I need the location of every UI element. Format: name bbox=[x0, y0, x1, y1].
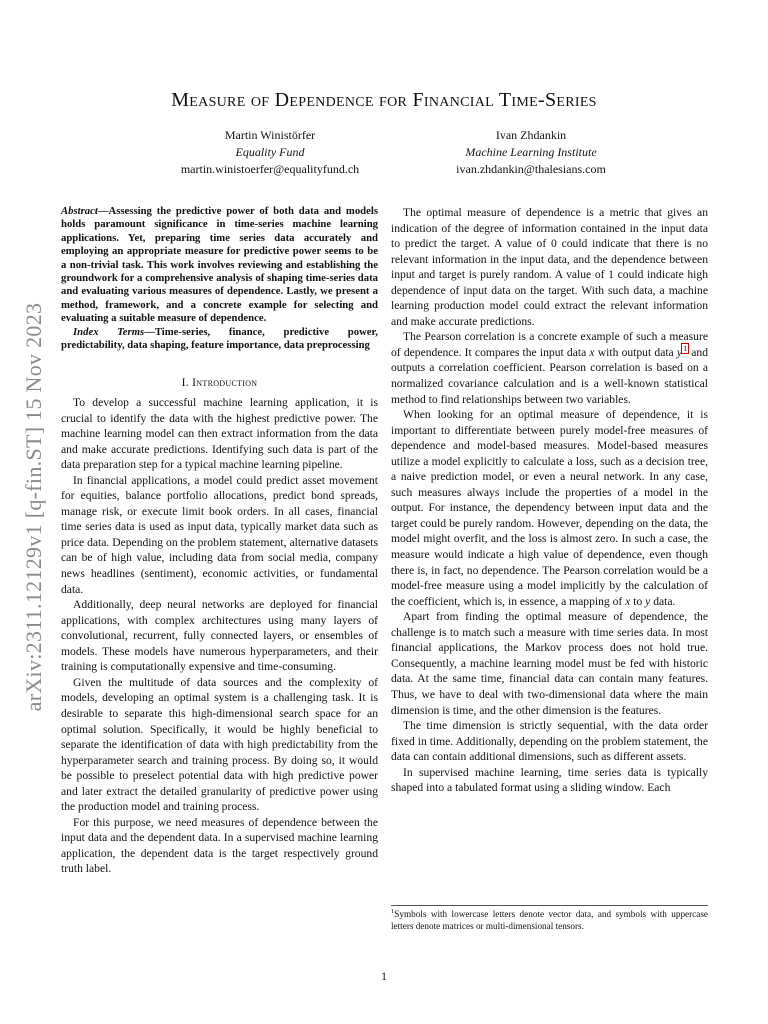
abstract-label: Abstract bbox=[61, 205, 98, 217]
body-paragraph: The time dimension is strictly sequential, with the data order fixed in time. Additionally, depending on the problem statement, the data can contain additional dimensions, such as different assets. bbox=[391, 719, 708, 764]
author-affiliation: Machine Learning Institute bbox=[465, 145, 597, 159]
text-run: data. bbox=[650, 594, 676, 608]
body-paragraph: Apart from finding the optimal measure of dependence, the challenge is to match such a measure with time series data. In most financial applications, the Markov process does not hold true. Consequently, a machine learning model must be fed with historic data. At the same time, financial data can contain many features. Thus, we have to deal with two-dimensional data where the main dimension is time, and the other dimension is the features. bbox=[391, 610, 708, 717]
body-paragraph bbox=[391, 329, 708, 407]
author-block-2 bbox=[381, 127, 681, 178]
index-terms-label: Index Terms bbox=[73, 325, 145, 338]
math-symbol-y: y bbox=[645, 594, 651, 608]
body-paragraph: Additionally, deep neural networks are deployed for financial applications, with complex architectures using many layers of convolutional, recurrent, fully connected layers, or ensembles of models. These models have numerous hyperparameters, and their training is computationally expensive and time-consuming. bbox=[61, 598, 378, 674]
footnote-reference-link[interactable]: 1 bbox=[683, 344, 688, 354]
footnote-text: Symbols with lowercase letters denote vector data, and symbols with uppercase letters denote matrices or multi-dimensional tensors. bbox=[391, 909, 708, 931]
right-column bbox=[391, 205, 708, 796]
author-affiliation: Equality Fund bbox=[235, 145, 305, 159]
body-paragraph: Given the multitude of data sources and the complexity of models, developing an optimal system is a challenging task. It is desirable to separate this high-dimensional search space for an optimal solution. Specifically, it would be highly beneficial to separate the identification of data with high predictability from the hyperparameter search and training process. By doing so, it would be possible to preselect potential data with high predictive power and later extract the detailed granularity of predictive power using the production model and training process. bbox=[61, 675, 378, 814]
body-paragraph: In supervised machine learning, time series data is typically shaped into a tabulated format using a sliding window. Each bbox=[391, 765, 708, 795]
text-run: and outputs a correlation coefficient. Pearson correlation is based on a normalized covariance calculation and is a well-known statistical method to find relationships between two variables. bbox=[391, 345, 708, 406]
arxiv-identifier-text: arXiv:2311.12129v1 [q-fin.ST] 15 Nov 2023 bbox=[21, 302, 46, 712]
text-run: The Pearson correlation is a concrete example of such a measure of dependence. It compares the input data bbox=[391, 330, 708, 359]
section-heading-introduction: I. Introduction bbox=[181, 376, 258, 390]
index-terms-text: —Time-series, finance, predictive power, predictability, data shaping, feature importance, data preprocessing bbox=[61, 325, 378, 352]
author-name: Ivan Zhdankin bbox=[495, 128, 567, 142]
math-symbol-x: x bbox=[625, 594, 631, 608]
abstract bbox=[61, 205, 378, 326]
footnote-mark: 1 bbox=[391, 907, 395, 915]
footnote bbox=[391, 905, 708, 932]
text-run: When looking for an optimal measure of dependence, it is important to differentiate between purely model-free measures of dependence and model-based measures. Model-based measures utilize a model explicitly to calculate a loss, such as a decision tree, a naive prediction model, or even a neural network. In any case, such measures always include the properties of a model in the output. For instance, the dependency between input data and the target could be purely random. However, depending on the data, the model might overfit, and the loss is almost zero. In such a case, the measure would indicate a high value of dependence, even though there is, in fact, no dependence. The Pearson correlation would be a model-free measure using a model implicitly by the calculation of the coefficient, which is, in essence, a mapping of bbox=[391, 408, 708, 608]
body-paragraph: To develop a successful machine learning application, it is crucial to identify the data with the highest predictive power. The machine learning model can then extract information from the data and make accurate predictions. Identifying such data is part of the data preparation step for a typical machine learning pipeline. bbox=[61, 396, 378, 472]
arxiv-identifier-stamp bbox=[22, 262, 46, 752]
math-symbol-x: x bbox=[589, 345, 595, 359]
body-paragraph bbox=[391, 407, 708, 609]
author-block-1 bbox=[120, 127, 420, 178]
author-email: martin.winistoerfer@equalityfund.ch bbox=[180, 162, 360, 176]
paper-title: Measure of Dependence for Financial Time-Series bbox=[171, 89, 597, 111]
body-paragraph: For this purpose, we need measures of dependence between the input data and the dependent data. In a supervised machine learning application, the dependent data is the target respectively ground truth label. bbox=[61, 815, 378, 876]
abstract-text: —Assessing the predictive power of both data and models holds paramount significance in time-series machine learning applications. Yet, preparing time series data accurately and employing an appropriate measure for predictive power seems to be a non-trivial task. This work involves reviewing and establishing the groundwork for a comprehensive analysis of shaping time-series data and evaluating various measures of dependence. Lastly, we present a method, framework, and a concrete example for selecting and evaluating a suitable measure of dependence. bbox=[61, 205, 378, 325]
index-terms bbox=[61, 326, 378, 353]
body-paragraph: In financial applications, a model could predict asset movement for equities, balance portfolio allocations, predict bond spreads, manage risk, or execute limit book orders. In all cases, financial time series data is used as input data, typically market data such as price data. Depending on the problem statement, alternative datasets can be of high value, including data from social media, company news headlines (sentiment), economic activities, or fundamental data. bbox=[61, 473, 378, 596]
left-column bbox=[61, 205, 378, 877]
author-email: ivan.zhdankin@thalesians.com bbox=[456, 162, 606, 176]
text-run: to bbox=[630, 594, 646, 608]
text-run: with output data bbox=[594, 345, 677, 359]
page-number: 1 bbox=[381, 970, 387, 983]
author-name: Martin Winistörfer bbox=[224, 128, 316, 142]
math-symbol-y: y bbox=[676, 345, 683, 359]
body-paragraph: The optimal measure of dependence is a metric that gives an indication of the degree of information contained in the input data to predict the target. A value of 0 could indicate that there is no relevant information in the input data, and the dependence between input and target is purely random. A value of 1 could indicate high dependence of input data on the target. With such data, a machine learning production model could extract the relevant information and make accurate predictions. bbox=[391, 206, 708, 328]
